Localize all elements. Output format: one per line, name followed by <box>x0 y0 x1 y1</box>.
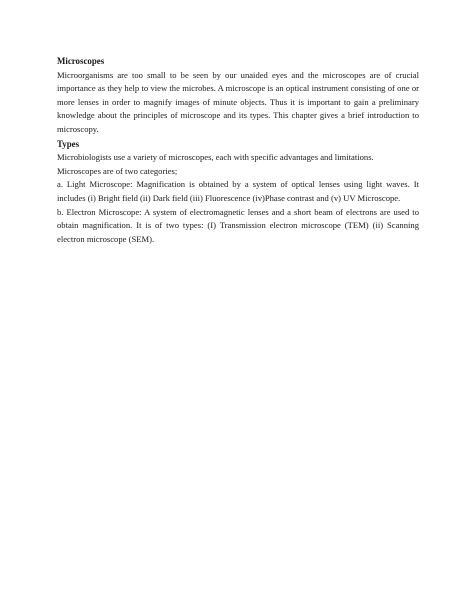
heading-microscopes: Microscopes <box>57 56 105 66</box>
types-line-2: Microscopes are of two categories; <box>57 165 178 176</box>
intro-paragraph: Microorganisms are too small to be seen by our unaided eyes and the microscopes are of crucial importance as they help to view the microbes. A microscope is an optical instrument consisting of one or more lenses in order to magnify images of minute objects. Thus it is important to gain a preliminary knowledge about the principles of microscope and its types. This chapter gives a brief introduction to microscopy. <box>57 69 419 134</box>
list-item-electron-microscope: b. Electron Microscope: A system of electromagnetic lenses and a short beam of electrons are used to obtain magnification. It is of two types: (I) Transmission electron microscope (TEM) (ii) Scanning electron microscope (SEM). <box>57 206 419 244</box>
heading-types: Types <box>57 138 80 149</box>
list-item-light-microscope: a. Light Microscope: Magnification is obtained by a system of optical lenses using light waves. It includes (i) Bright field (ii) Dark field (iii) Fluorescence (iv)Phase contrast and (v) UV Microscope. <box>57 179 419 203</box>
types-line-1: Microbiologists use a variety of microscopes, each with specific advantages and limitations. <box>57 152 374 163</box>
document-body <box>57 55 419 246</box>
